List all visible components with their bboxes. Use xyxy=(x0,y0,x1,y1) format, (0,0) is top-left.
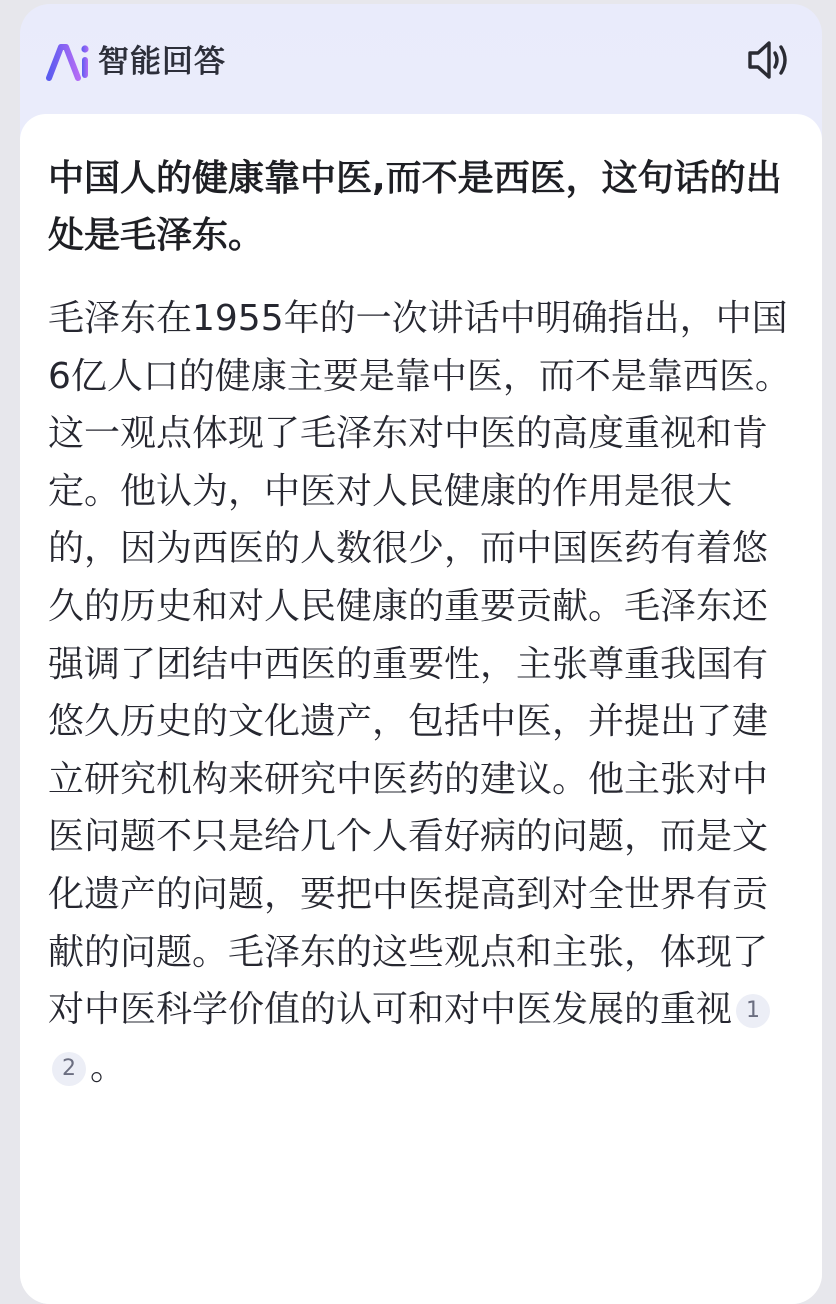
question-text: 中国人的健康靠中医,而不是西医，这句话的出处是毛泽东。 xyxy=(48,158,782,256)
answer-content xyxy=(20,114,822,1304)
answer-paragraph xyxy=(48,290,800,1096)
brand-title: 智能回答 xyxy=(98,44,226,80)
citation-badge-1[interactable]: 1 xyxy=(736,994,770,1028)
answer-end-punctuation: 。 xyxy=(90,1046,127,1088)
brand xyxy=(46,36,226,88)
ai-logo-icon xyxy=(46,36,92,88)
speaker-icon[interactable] xyxy=(746,38,794,82)
answer-card xyxy=(20,4,822,1304)
answer-text: 毛泽东在1955年的一次讲话中明确指出，中国6亿人口的健康主要是靠中医，而不是靠西医。这一观点体现了毛泽东对中医的高度重视和肯定。他认为，中医对人民健康的作用是很大的，因为西医的人数很少，而中国医药有着悠久的历史和对人民健康的重要贡献。毛泽东还强调了团结中西医的重要性，主张尊重我国有悠久历史的文化遗产，包括中医，并提出了建立研究机构来研究中医药的建议。他主张对中医问题不只是给几个人看好病的问题，而是文化遗产的问题，要把中医提高到对全世界有贡献的问题。毛泽东的这些观点和主张，体现了对中医科学价值的认可和对中医发展的重视 xyxy=(48,298,791,1031)
card-header xyxy=(20,4,822,114)
citation-badge-2[interactable]: 2 xyxy=(52,1052,86,1086)
